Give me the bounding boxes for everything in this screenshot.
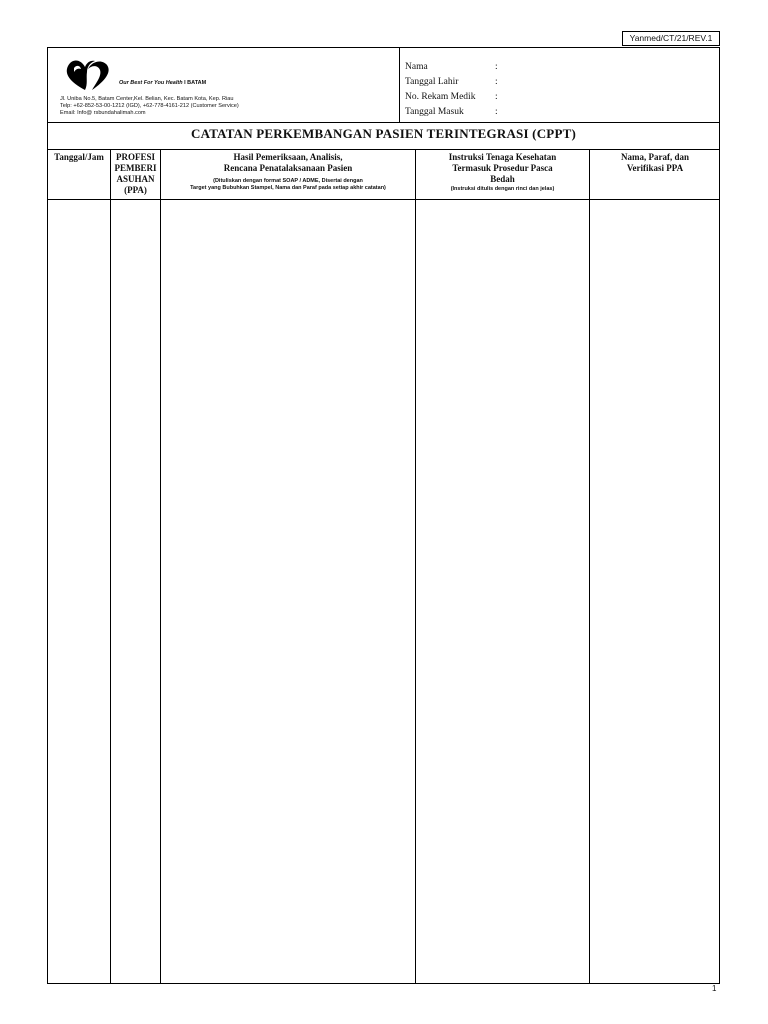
instructions-entry-area[interactable] xyxy=(416,200,589,983)
page-number: 1 xyxy=(712,984,717,993)
header-line: Rencana Penatalaksanaan Pasien xyxy=(223,163,353,173)
hospital-tagline xyxy=(119,80,206,86)
hospital-city: I BATAM xyxy=(184,80,207,86)
note-line: (Dituliskan dengan format SOAP / ADME, Disertai dengan xyxy=(213,178,363,184)
birth-date-field[interactable] xyxy=(405,77,498,87)
admission-date-field[interactable] xyxy=(405,107,498,117)
header-line: (PPA) xyxy=(124,185,147,195)
column-header-instructions xyxy=(416,152,589,193)
field-label: Tanggal Lahir xyxy=(405,77,459,87)
column-note xyxy=(161,178,415,192)
field-colon: : xyxy=(495,77,498,87)
header-line: Termasuk Prosedur Pasca xyxy=(452,163,553,173)
date-entry-area[interactable] xyxy=(48,200,110,983)
column-note xyxy=(416,186,589,193)
header-text: Tanggal/Jam xyxy=(54,152,104,162)
signature-entry-area[interactable] xyxy=(590,200,719,983)
header-line: Hasil Pemeriksaan, Analisis, xyxy=(233,152,343,162)
column-header-results xyxy=(161,152,415,192)
field-colon: : xyxy=(495,107,498,117)
field-label: No. Rekam Medik xyxy=(405,92,476,102)
medical-record-field[interactable] xyxy=(405,92,498,102)
note-line: (Instruksi ditulis dengan rinci dan jelas) xyxy=(450,186,555,192)
header-line: Verifikasi PPA xyxy=(626,163,684,173)
phone-line: Telp: +62-852-53-00-1212 (IGD), +62-778-4161-212 (Customer Service) xyxy=(60,103,239,110)
results-entry-area[interactable] xyxy=(161,200,415,983)
header-line: Instruksi Tenaga Kesehatan xyxy=(448,152,557,162)
header-line: PROFESI xyxy=(115,152,155,162)
title-divider xyxy=(47,149,720,150)
column-header-ppa xyxy=(111,152,160,196)
header-line: Bedah xyxy=(490,174,515,184)
form-title: CATATAN PERKEMBANGAN PASIEN TERINTEGRASI (CPPT) xyxy=(191,126,576,141)
email-line: Email: Info@ rsbundahalimah.com xyxy=(60,110,146,117)
address-line: Jl. Uniba No.5, Batam Center,Kel. Belian, Kec. Batam Kota, Kep. Riau xyxy=(60,96,234,102)
document-code: Yanmed/CT/21/REV.1 xyxy=(622,31,720,46)
field-colon: : xyxy=(495,62,498,72)
field-colon: : xyxy=(495,92,498,102)
tagline-text: Our Best For You Health xyxy=(119,80,183,86)
ppa-entry-area[interactable] xyxy=(111,200,160,983)
field-label: Tanggal Masuk xyxy=(405,107,464,117)
header-line: Nama, Paraf, dan xyxy=(621,152,689,162)
field-label: Nama xyxy=(405,62,428,72)
column-header-signature xyxy=(590,152,720,174)
header-line: ASUHAN xyxy=(116,174,155,184)
hospital-logo xyxy=(62,56,112,94)
patient-box-divider xyxy=(399,47,400,122)
column-header-date xyxy=(48,152,110,163)
hospital-address xyxy=(60,96,239,118)
header-line: PEMBERI xyxy=(114,163,157,173)
note-line: Target yang Bubuhkan Stampel, Nama dan Paraf pada setiap akhir catatan) xyxy=(190,185,386,191)
patient-name-field[interactable] xyxy=(405,62,498,72)
header-divider xyxy=(47,122,720,123)
